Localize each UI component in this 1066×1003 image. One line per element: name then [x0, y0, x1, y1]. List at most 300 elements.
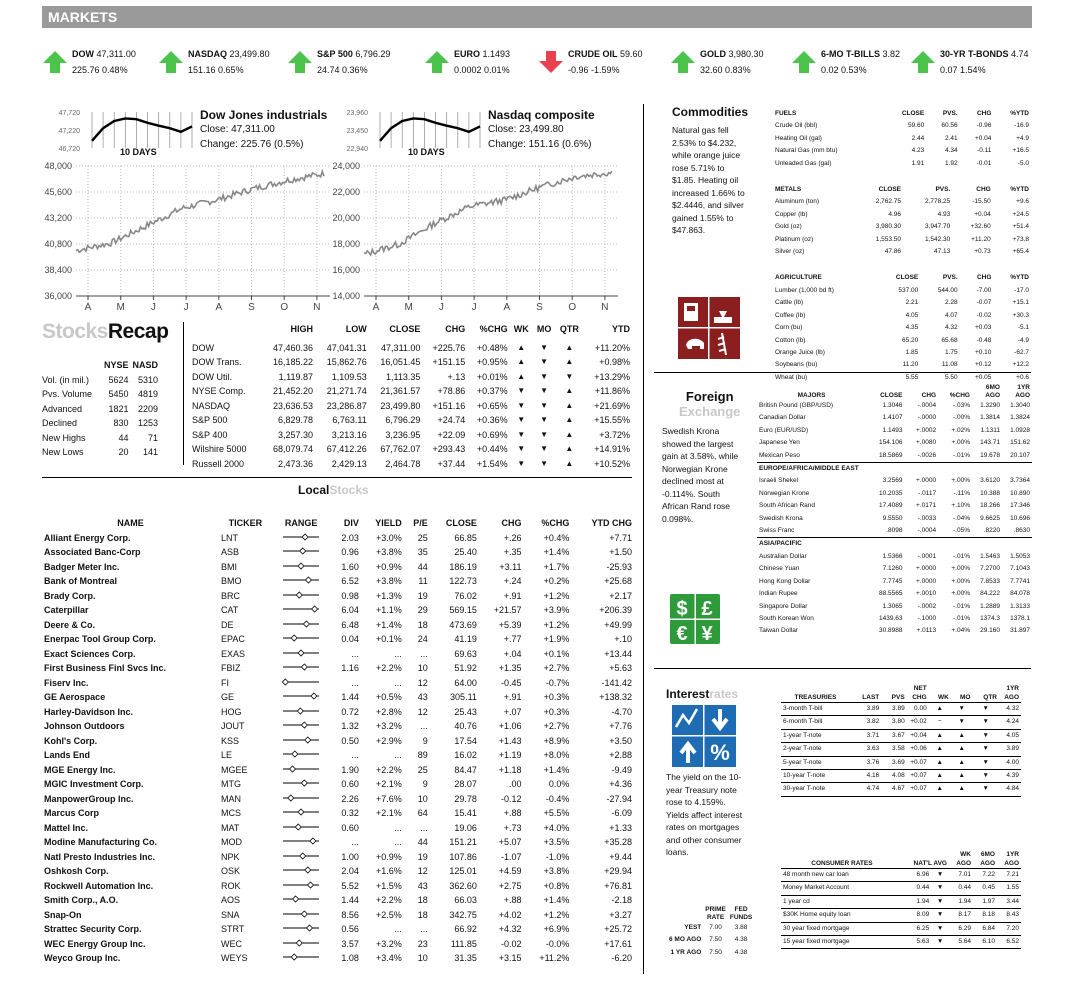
- local-cell: +7.6%: [375, 793, 402, 804]
- fx-cell: +.00%: [951, 565, 970, 573]
- table-row: [757, 400, 1032, 412]
- commodity-cell: -0.96: [976, 122, 992, 130]
- fx-cell: 7.1260: [882, 565, 903, 573]
- local-cell: 89: [417, 750, 428, 760]
- index-col-header: %CHG: [479, 324, 508, 334]
- table-row: [781, 716, 1021, 729]
- treasury-cell: 4.84: [1006, 785, 1019, 793]
- commodity-cell: +73.8: [1012, 235, 1029, 243]
- index-cell: +11.86%: [594, 386, 630, 396]
- consumer-cell: 6.29: [958, 924, 971, 932]
- commodities-desc: Natural gas fell 2.53% to $4.232, while orange juice rose 5.71% to $1.85. Heating oil increased 1.66% to $2.4446, and silver gained 1.55% to $47.863.: [672, 125, 745, 235]
- x-tick-label: O: [280, 302, 289, 313]
- local-cell: 25: [417, 532, 428, 543]
- range-indicator: [282, 721, 320, 729]
- table-row: [42, 734, 634, 749]
- treasury-cell: ▼: [982, 758, 989, 766]
- treasury-col-header: TREASURIES: [794, 694, 837, 701]
- local-cell: +76.81: [604, 880, 632, 891]
- commodity-cell: 537.00: [898, 286, 919, 294]
- commodity-cell: -0.48: [976, 336, 992, 344]
- ticker-pct: 0.36%: [342, 65, 368, 75]
- index-cell: 23,636.53: [273, 400, 314, 411]
- prime-rate-table: [667, 906, 754, 959]
- local-cell: Weyco Group Inc.: [44, 953, 121, 963]
- recap-cell: Pvs. Volume: [42, 389, 93, 399]
- local-cell: -6.20: [611, 953, 632, 963]
- commodity-col-header: PVS.: [942, 110, 958, 117]
- local-cell: 6.04: [341, 605, 359, 615]
- dow-chart-svg: [42, 104, 342, 314]
- range-indicator: [282, 765, 320, 773]
- local-cell: 66.03: [454, 895, 477, 905]
- currency-icon: [670, 594, 720, 644]
- local-cell: 151.21: [449, 837, 477, 847]
- fx-cell: 1.3133: [1010, 602, 1030, 610]
- local-cell: 569.15: [449, 605, 477, 615]
- consumer-cell: 7.22: [982, 871, 995, 878]
- local-cell: 10: [417, 663, 428, 673]
- index-cell: 15,862.76: [326, 357, 367, 367]
- consumer-cell: 0.44: [916, 884, 930, 892]
- local-cell: ...: [394, 837, 402, 847]
- treasury-cell: ▲: [958, 772, 965, 780]
- range-cell: [272, 676, 331, 691]
- local-cell: MAT: [221, 822, 240, 833]
- prime-cell: 7.50: [709, 936, 722, 944]
- recap-cell: 4819: [138, 389, 159, 399]
- fx-col-header: MAJORS: [797, 392, 826, 399]
- fx-cell: 84.222: [980, 590, 1000, 598]
- up-arrow-icon: [424, 50, 450, 74]
- series-line: [76, 171, 324, 252]
- treasury-cell: +0.07: [910, 785, 927, 793]
- local-cell: 69.63: [454, 648, 477, 659]
- index-cell: 1,113.35: [386, 371, 421, 382]
- commodity-col-header: %YTD: [1010, 110, 1029, 117]
- treasury-cell: 3.82: [866, 718, 880, 726]
- treasuries-table: [781, 684, 1021, 797]
- range-indicator: [282, 605, 320, 613]
- local-cell: -2.18: [611, 895, 632, 905]
- table-row: [773, 335, 1031, 347]
- local-cell: ...: [351, 677, 359, 688]
- local-cell: +6.9%: [543, 924, 570, 934]
- treasury-cell: ▲: [936, 758, 943, 766]
- index-cell: ▼: [517, 415, 526, 424]
- range-cell: [272, 618, 331, 633]
- recap-cell: 71: [148, 432, 159, 443]
- table-row: [40, 445, 160, 460]
- treasury-cell: +0.06: [910, 745, 927, 753]
- index-cell: DOW Util.: [192, 371, 232, 382]
- index-cell: +0.65%: [476, 400, 508, 411]
- ticker-change: 32.60: [700, 65, 723, 75]
- dow-chart-close: Close: 47,311.00: [200, 124, 275, 135]
- consumer-cell: Money Market Account: [783, 884, 850, 892]
- local-cell: 19: [417, 851, 428, 862]
- commodity-cell: +51.4: [1012, 223, 1029, 231]
- treasury-cell: 3.89: [866, 705, 880, 712]
- fx-cell: South Korean Won: [759, 614, 814, 622]
- fx-cell: 10.2035: [879, 489, 903, 497]
- fx-cell: Norwegian Krone: [759, 489, 810, 497]
- index-cell: ▲: [565, 400, 574, 410]
- local-col-header: %CHG: [541, 518, 570, 528]
- local-cell: ...: [394, 648, 402, 659]
- ticker-pct: 0.83%: [725, 65, 751, 75]
- treasury-cell: 3-month T-bill: [783, 705, 823, 712]
- local-cell: 43: [417, 692, 428, 702]
- fx-cell: Indian Rupee: [759, 590, 798, 598]
- local-cell: Strattec Security Corp.: [44, 924, 142, 934]
- index-cell: 23,499.80: [380, 400, 421, 411]
- fx-cell: 1.0928: [1010, 426, 1030, 434]
- local-cell: 25.40: [454, 547, 477, 557]
- local-cell: 12: [417, 866, 428, 876]
- table-row: [42, 777, 634, 792]
- table-row: [40, 416, 160, 431]
- table-row: [773, 145, 1031, 157]
- local-cell: 51.92: [454, 663, 477, 673]
- ticker-value: 23,499.80: [229, 49, 270, 59]
- local-cell: Rockwell Automation Inc.: [44, 880, 154, 891]
- x-tick-label: O: [568, 302, 577, 313]
- nasdaq-chart-title: Nasdaq composite: [488, 108, 595, 122]
- commodity-cell: +9.6: [1016, 198, 1029, 206]
- index-cell: ▲: [517, 371, 526, 381]
- table-row: [42, 893, 634, 908]
- local-cell: Lands End: [44, 750, 91, 760]
- treasury-cell: 3.89: [1006, 745, 1019, 753]
- local-cell: +4.0%: [543, 822, 570, 833]
- commodity-cell: Soybeans (bu): [775, 361, 818, 369]
- down-arrow-icon: [538, 50, 564, 74]
- local-cell: +206.39: [599, 605, 632, 615]
- commodity-cell: 2.41: [945, 134, 958, 142]
- local-cell: +1.35: [498, 663, 522, 673]
- mini-tick-label: 23,960: [346, 110, 368, 117]
- commodities-icon: [678, 297, 740, 359]
- table-row: [190, 442, 632, 457]
- local-cell: -0.4%: [545, 793, 570, 804]
- local-cell: 9: [422, 779, 428, 789]
- local-cell: +.91: [503, 590, 522, 601]
- commodity-cell: -0.01: [976, 159, 992, 167]
- range-cell: [272, 705, 331, 720]
- range-indicator: [282, 953, 320, 961]
- local-cell: 1.44: [341, 895, 359, 905]
- local-cell: MOD: [221, 837, 243, 847]
- prime-cell: 4.38: [734, 936, 748, 944]
- local-cell: +13.44: [604, 648, 632, 659]
- fx-cell: -.01%: [953, 552, 970, 560]
- treasury-cell: 4.08: [892, 772, 905, 780]
- range-indicator: [282, 794, 320, 802]
- local-cell: +1.2%: [543, 619, 570, 630]
- range-cell: [272, 719, 331, 734]
- x-tick-label: M: [116, 302, 125, 313]
- commodity-cell: +15.1: [1012, 299, 1029, 307]
- y-tick-label: 20,000: [332, 213, 360, 223]
- index-cell: 2,429.13: [331, 458, 367, 469]
- local-cell: -141.42: [601, 677, 632, 688]
- commodity-cell: 2.21: [905, 299, 919, 307]
- ticker-value: 3,980.30: [728, 49, 764, 59]
- fx-cell: +.10%: [951, 502, 970, 510]
- svg-text:%: %: [710, 740, 730, 765]
- local-cell: -1.07: [501, 851, 522, 862]
- local-cell: 2.26: [341, 793, 359, 804]
- local-cell: ...: [394, 677, 402, 688]
- range-indicator: [282, 576, 320, 584]
- local-col-header: DIV: [343, 518, 359, 528]
- treasury-col-header: MO: [960, 694, 971, 701]
- local-cell: +3.2%: [375, 721, 402, 731]
- y-tick-label: 38,400: [44, 265, 72, 275]
- commodity-cell: -0.11: [977, 147, 992, 155]
- table-row: [773, 347, 1031, 359]
- range-indicator: [282, 823, 320, 831]
- index-cell: ▼: [540, 371, 549, 381]
- index-cell: ▼: [540, 429, 549, 439]
- table-row: [42, 908, 634, 923]
- local-cell: 342.75: [449, 909, 477, 920]
- table-row: [757, 412, 1032, 424]
- index-cell: 21,361.57: [380, 386, 421, 396]
- index-cell: ▲: [517, 357, 526, 366]
- fx-cell: British Pound (GBP/USD): [759, 402, 834, 409]
- recap-cell: 44: [118, 432, 129, 443]
- local-cell: LE: [221, 750, 233, 760]
- index-col-header: WK: [513, 324, 529, 334]
- treasury-cell: 4.05: [1006, 731, 1019, 739]
- treasury-cell: 4.32: [1006, 705, 1019, 712]
- index-cell: ▼: [540, 444, 549, 453]
- local-cell: +2.8%: [375, 706, 402, 717]
- local-cell: 12: [417, 677, 428, 688]
- table-row: [42, 676, 634, 691]
- local-cell: +2.1%: [375, 779, 402, 789]
- local-cell: +.07: [503, 706, 522, 717]
- table-row: [781, 756, 1021, 769]
- svg-text:$: $: [676, 598, 688, 620]
- recap-cell: 1253: [138, 418, 159, 428]
- treasury-cell: ▲: [936, 705, 943, 712]
- commodity-cell: +30.3: [1012, 311, 1029, 319]
- fx-cell: 17.346: [1010, 502, 1030, 510]
- consumer-col-header: 1YR AGO: [1004, 851, 1019, 867]
- ticker-value: 3.82: [882, 49, 901, 59]
- local-cell: 0.32: [341, 808, 359, 818]
- treasury-cell: 3.69: [892, 758, 905, 766]
- fx-cell: 7.7741: [1010, 577, 1030, 585]
- local-cell: +.26: [503, 532, 522, 543]
- treasury-col-header: LAST: [862, 694, 880, 701]
- index-cell: 47,311.00: [381, 342, 421, 353]
- fx-col-header: %CHG: [949, 392, 970, 399]
- fx-cell: 19.678: [980, 451, 1000, 459]
- treasury-cell: 3.58: [892, 745, 905, 753]
- commodity-cell: Platinum (oz): [775, 235, 814, 243]
- treasury-cell: ▲: [936, 785, 943, 793]
- table-row: [757, 513, 1032, 525]
- commodity-cell: Wheat (bu): [775, 373, 808, 381]
- index-cell: 3,257.30: [278, 429, 314, 440]
- table-row: [757, 450, 1032, 463]
- recap-cell: Vol. (in mil.): [42, 374, 90, 385]
- index-cell: 21,452.20: [273, 386, 314, 396]
- commodity-cell: 47.86: [884, 248, 902, 256]
- local-cell: EPAC: [221, 634, 245, 644]
- local-cell: +1.9%: [543, 634, 570, 644]
- commodity-cell: 2,762.75: [875, 198, 902, 206]
- range-cell: [272, 879, 331, 894]
- commodity-cell: Aluminum (ton): [775, 198, 820, 206]
- local-cell: ...: [351, 837, 359, 847]
- index-cell: +151.16: [432, 400, 466, 411]
- local-cell: 305.11: [450, 692, 477, 702]
- fx-cell: 31.897: [1010, 627, 1030, 635]
- commodity-col-header: CLOSE: [895, 274, 919, 282]
- ticker-pct: -1.59%: [591, 65, 620, 75]
- commodity-cell: -0.02: [976, 311, 992, 319]
- local-cell: Exact Sciences Corp.: [44, 648, 136, 659]
- local-cell: 122.73: [449, 576, 477, 586]
- table-row: [757, 425, 1032, 437]
- local-cell: 0.60: [341, 822, 359, 833]
- ticker-change: 0.02: [821, 65, 839, 75]
- commodity-cell: +0.04: [974, 134, 992, 142]
- treasury-cell: ▲: [958, 758, 965, 766]
- index-cell: ▲: [565, 415, 574, 424]
- index-cell: +3.72%: [599, 429, 630, 440]
- local-cell: 186.19: [449, 561, 477, 572]
- fx-cell: 1.5053: [1010, 552, 1030, 560]
- local-cell: Deere & Co.: [44, 619, 96, 630]
- table-row: [773, 209, 1031, 221]
- commodity-cell: 3,980.30: [875, 223, 902, 231]
- range-cell: [272, 748, 331, 763]
- local-cell: +.88: [503, 895, 522, 905]
- commodity-cell: Gold (oz): [775, 223, 802, 231]
- table-row: [773, 196, 1031, 208]
- commodity-cell: 5.55: [905, 373, 919, 381]
- range-cell: [272, 835, 331, 850]
- local-cell: +8.9%: [543, 735, 570, 746]
- commodity-cell: -5.0: [1017, 159, 1029, 167]
- local-cell: +1.4%: [375, 619, 402, 630]
- fx-cell: -.0002: [917, 602, 937, 610]
- commodity-col-header: %YTD: [1010, 274, 1029, 282]
- x-tick-label: A: [215, 302, 223, 313]
- commodity-cell: 4.32: [945, 324, 958, 332]
- commodity-cell: Cotton (lb): [775, 336, 806, 344]
- fx-cell: 143.71: [980, 439, 1000, 447]
- fx-cell: 1439.63: [879, 614, 903, 622]
- treasury-cell: 5-year T-note: [783, 758, 822, 766]
- range-cell: [272, 937, 331, 952]
- foreign-title: Foreign Exchange: [679, 389, 741, 419]
- fx-table: [757, 384, 1032, 638]
- dow-chart-change: Change: 225.76 (0.5%): [200, 139, 304, 150]
- treasury-cell: 3.63: [866, 745, 880, 753]
- consumer-cell: 1.97: [982, 897, 995, 905]
- local-cell: -0.0%: [545, 938, 570, 949]
- commodity-cell: 1,542.30: [924, 235, 951, 243]
- table-row: [40, 387, 160, 402]
- table-row: [757, 525, 1032, 538]
- consumer-cell: 8.18: [982, 911, 995, 919]
- table-row: [773, 285, 1031, 297]
- local-cell: +138.32: [599, 692, 632, 702]
- consumer-cell: 15 year fixed mortgage: [783, 938, 850, 946]
- local-cell: +3.2%: [375, 938, 402, 949]
- x-tick-label: J: [438, 302, 444, 313]
- local-cell: ...: [351, 648, 359, 659]
- mini-series-line: [380, 118, 480, 140]
- fx-cell: +.00%: [951, 439, 970, 447]
- index-cell: +0.37%: [476, 386, 508, 396]
- fx-cell: -.0026: [917, 451, 937, 459]
- commodity-cell: +24.5: [1012, 210, 1029, 218]
- commodity-cell: +0.03: [974, 324, 992, 332]
- table-row: [42, 850, 634, 865]
- range-indicator: [282, 924, 320, 932]
- commodity-col-header: CLOSE: [878, 186, 902, 194]
- range-indicator: [282, 852, 320, 860]
- local-cell: WEYS: [221, 953, 248, 963]
- table-row: [42, 922, 634, 937]
- local-cell: Oshkosh Corp.: [44, 866, 109, 876]
- local-cell: MCS: [221, 808, 242, 818]
- table-row: [42, 632, 634, 647]
- commodity-cell: 4.35: [905, 324, 919, 332]
- range-cell: [272, 690, 331, 705]
- table-row: [781, 909, 1021, 922]
- commodities-tables: [773, 108, 1031, 384]
- ticker-value: 47,311.00: [96, 49, 136, 59]
- index-cell: +13.29%: [594, 371, 630, 382]
- local-cell: 11: [418, 576, 428, 586]
- local-cell: .00: [509, 779, 522, 789]
- consumer-cell: ▼: [936, 884, 944, 892]
- local-cell: +17.61: [604, 938, 632, 949]
- range-cell: [272, 792, 331, 807]
- index-cell: +11.20%: [594, 342, 630, 353]
- local-cell: +4.02: [498, 909, 522, 920]
- commodity-cell: Crude Oil (bbl): [775, 122, 818, 130]
- table-row: [42, 545, 634, 560]
- local-cell: 1.08: [341, 953, 359, 963]
- local-cell: +1.1%: [375, 605, 402, 615]
- range-cell: [272, 908, 331, 923]
- index-cell: +37.44: [437, 458, 466, 469]
- commodity-cell: 1.85: [905, 348, 919, 356]
- local-cell: -9.49: [611, 764, 632, 775]
- commodity-cell: 544.00: [937, 286, 958, 294]
- ticker-name: NASDAQ: [188, 49, 228, 59]
- fx-cell: Japanese Yen: [759, 439, 800, 447]
- commodity-col-header: %YTD: [1010, 186, 1029, 194]
- local-cell: +8.0%: [543, 750, 570, 760]
- commodity-cell: 59.60: [907, 122, 925, 130]
- table-row: [781, 936, 1021, 949]
- index-cell: Wilshire 5000: [192, 444, 247, 454]
- fx-cell: 7.8533: [980, 577, 1000, 585]
- fx-col-header: CHG: [921, 392, 937, 399]
- local-cell: 9: [422, 735, 428, 746]
